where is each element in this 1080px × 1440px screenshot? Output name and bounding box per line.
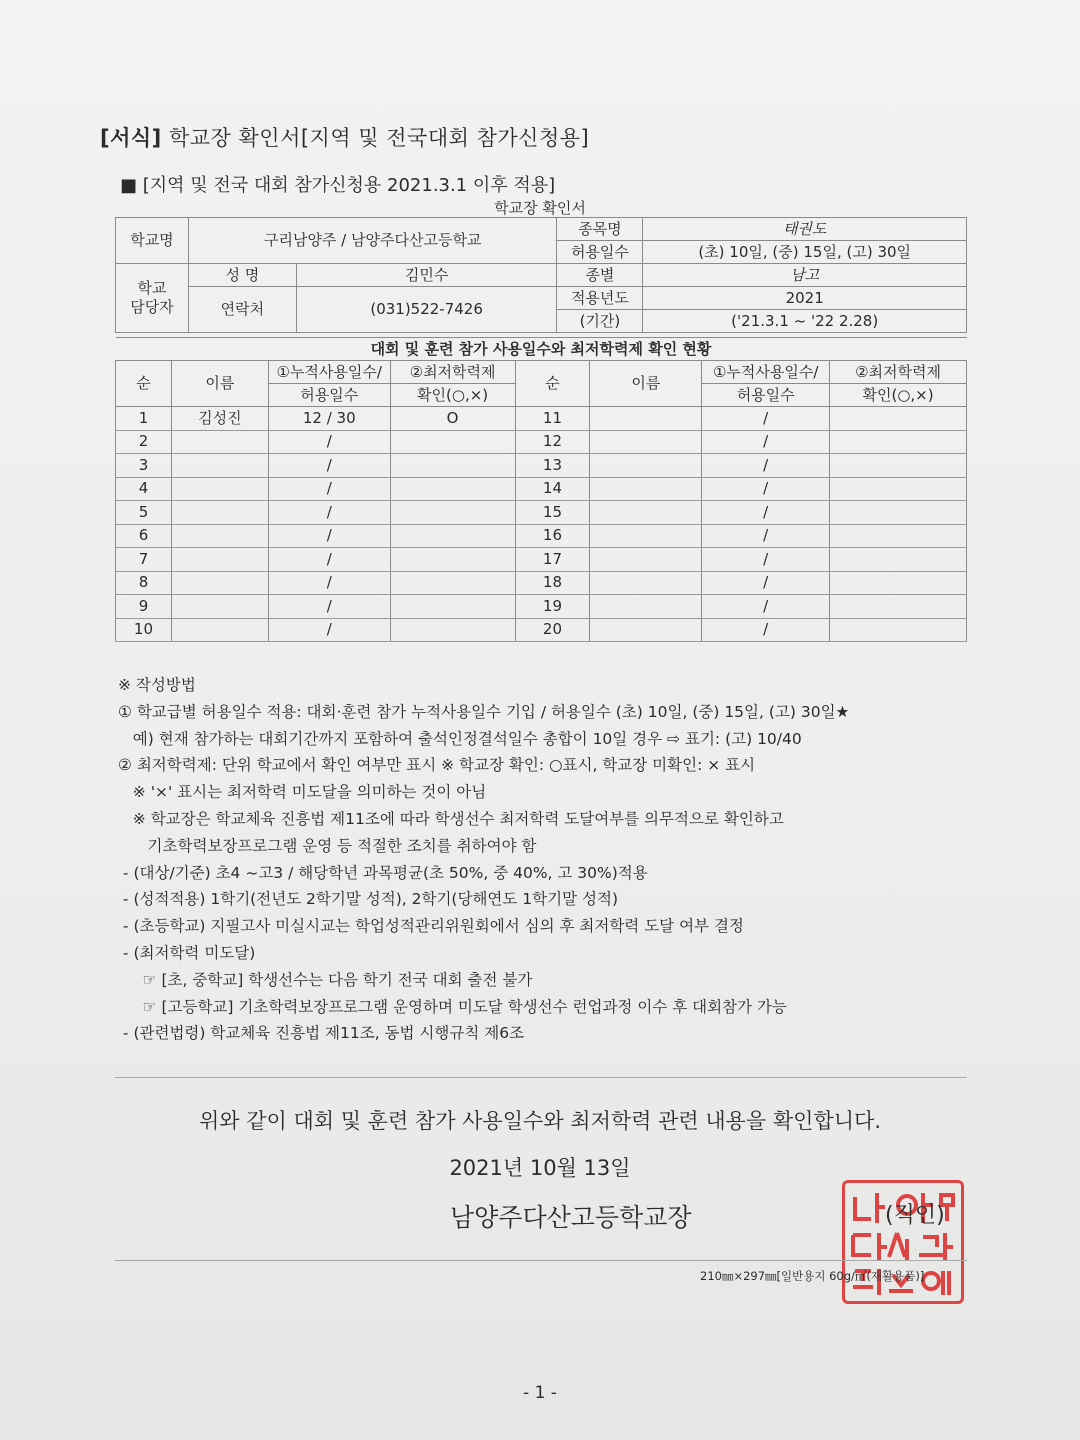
row-no: 4 xyxy=(116,477,172,501)
row-name xyxy=(590,430,702,454)
row-name xyxy=(171,571,268,595)
row-check xyxy=(830,477,967,501)
row-name xyxy=(590,501,702,525)
table-row xyxy=(116,454,967,478)
guide-line: - (초등학교) 지필고사 미실시교는 학업성적관리위원회에서 심의 후 최저학력 도달 여부 결정 xyxy=(118,917,744,936)
row-name xyxy=(171,595,268,619)
sport-value: 태권도 xyxy=(643,218,967,241)
guide-line: - (관련법령) 학교체육 진흥법 제11조, 동법 시행규칙 제6조 xyxy=(118,1024,525,1043)
row-name xyxy=(590,548,702,572)
row-check xyxy=(390,430,515,454)
row-no: 9 xyxy=(116,595,172,619)
row-check xyxy=(390,548,515,572)
row-no: 12 xyxy=(515,430,590,454)
row-check xyxy=(390,571,515,595)
table-row xyxy=(116,571,967,595)
confirm-date: 2021년 10월 13일 xyxy=(449,1156,631,1180)
table-row xyxy=(116,477,967,501)
form-caption: 학교장 확인서 xyxy=(494,199,586,217)
row-no: 7 xyxy=(116,548,172,572)
school-label: 학교명 xyxy=(116,218,189,264)
manager-label-line1: 학교 xyxy=(137,279,167,298)
row-no: 20 xyxy=(515,618,590,642)
guide-line: - (성적적용) 1학기(전년도 2학기말 성적), 2학기(당해연도 1학기말 성적) xyxy=(118,890,618,909)
row-name xyxy=(171,618,268,642)
table-row xyxy=(116,501,967,525)
col-days-2a: ①누적사용일수/ xyxy=(702,361,830,384)
sport-label: 종목명 xyxy=(557,218,643,241)
row-name xyxy=(590,524,702,548)
name-label: 성 명 xyxy=(188,264,296,287)
row-days: / xyxy=(702,501,830,525)
col-days-1: ①누적사용일수/ xyxy=(268,361,390,384)
row-days: / xyxy=(268,477,390,501)
col-min-2a: ②최저학력제 xyxy=(830,361,967,384)
row-check xyxy=(830,571,967,595)
guide-line: 예) 현재 참가하는 대회기간까지 포함하여 출석인정결석일수 총합이 10일 경우 ⇨ 표기: (고) 10/40 xyxy=(118,729,802,748)
row-name xyxy=(171,430,268,454)
name-value: 김민수 xyxy=(296,264,557,287)
table-row xyxy=(116,618,967,642)
row-check xyxy=(390,501,515,525)
row-name xyxy=(171,548,268,572)
row-days: / xyxy=(268,618,390,642)
table-row xyxy=(116,548,967,572)
row-name xyxy=(590,454,702,478)
row-days: 12 / 30 xyxy=(268,407,390,431)
col-seq: 순 xyxy=(116,361,172,407)
row-no: 19 xyxy=(515,595,590,619)
row-check xyxy=(830,454,967,478)
guide-line: - (대상/기준) 초4 ~고3 / 해당학년 과목평균(초 50%, 중 40%, 고 30%)적용 xyxy=(118,863,648,882)
row-name: 김성진 xyxy=(171,407,268,431)
table-row xyxy=(116,407,967,431)
col-min-1b: 확인(○,×) xyxy=(390,384,515,407)
guide-line: ① 학교급별 허용일수 적용: 대회·훈련 참가 누적사용일수 기입 / 허용일수 (초) 10일, (중) 15일, (고) 30일★ xyxy=(118,702,850,721)
manager-label-line2: 담당자 xyxy=(130,298,174,316)
row-no: 11 xyxy=(515,407,590,431)
seal-label: (직인) xyxy=(885,1203,945,1228)
row-days: / xyxy=(702,524,830,548)
row-days: / xyxy=(268,454,390,478)
row-check xyxy=(830,524,967,548)
row-days: / xyxy=(268,501,390,525)
info-table xyxy=(115,217,967,333)
row-no: 15 xyxy=(515,501,590,525)
row-check xyxy=(390,618,515,642)
row-no: 16 xyxy=(515,524,590,548)
form-subtitle: ■ [지역 및 전국 대회 참가신청용 2021.3.1 이후 적용] xyxy=(120,175,556,196)
col-min-2b: 확인(○,×) xyxy=(830,384,967,407)
row-days: / xyxy=(702,571,830,595)
status-title: 대회 및 훈련 참가 사용일수와 최저학력제 확인 현황 xyxy=(116,338,967,361)
row-check xyxy=(830,548,967,572)
row-name xyxy=(171,501,268,525)
row-check: O xyxy=(390,407,515,431)
principal-signature: 남양주다산고등학교장 xyxy=(450,1203,692,1232)
row-no: 1 xyxy=(116,407,172,431)
col-name: 이름 xyxy=(171,361,268,407)
form-tag: [서식] xyxy=(100,126,162,150)
manager-label xyxy=(116,264,189,333)
school-value: 구리남양주 / 남양주다산고등학교 xyxy=(188,218,557,264)
row-check xyxy=(390,477,515,501)
row-no: 2 xyxy=(116,430,172,454)
contact-label: 연락처 xyxy=(188,287,296,333)
year-label: 적용년도 xyxy=(557,287,643,310)
row-days: / xyxy=(702,595,830,619)
guide-line: ☞ [초, 중학교] 학생선수는 다음 학기 전국 대회 출전 불가 xyxy=(118,970,533,989)
col-days-2b: 허용일수 xyxy=(702,384,830,407)
row-check xyxy=(390,454,515,478)
status-table xyxy=(115,337,967,642)
row-name xyxy=(171,477,268,501)
form-title xyxy=(100,122,589,152)
row-check xyxy=(830,407,967,431)
row-no: 3 xyxy=(116,454,172,478)
writing-guide xyxy=(118,672,849,1047)
page-number: - 1 - xyxy=(523,1383,557,1403)
guide-line: ※ '×' 표시는 최저학력 미도달을 의미하는 것이 아님 xyxy=(118,783,487,802)
row-check xyxy=(390,524,515,548)
col-seq-2: 순 xyxy=(515,361,590,407)
row-days: / xyxy=(268,571,390,595)
row-no: 14 xyxy=(515,477,590,501)
row-days: / xyxy=(702,548,830,572)
year-value: 2021 xyxy=(643,287,967,310)
table-row xyxy=(116,524,967,548)
guide-line: ② 최저학력제: 단위 학교에서 확인 여부만 표시 ※ 학교장 확인: ○표시, 학교장 미확인: × 표시 xyxy=(118,756,756,775)
row-days: / xyxy=(702,454,830,478)
row-check xyxy=(830,595,967,619)
row-days: / xyxy=(268,548,390,572)
col-min-1: ②최저학력제 xyxy=(390,361,515,384)
row-name xyxy=(590,477,702,501)
row-check xyxy=(390,595,515,619)
row-no: 10 xyxy=(116,618,172,642)
col-name-2: 이름 xyxy=(590,361,702,407)
row-name xyxy=(590,595,702,619)
row-days: / xyxy=(702,477,830,501)
allowed-value: (초) 10일, (중) 15일, (고) 30일 xyxy=(643,241,967,264)
guide-line: 기초학력보장프로그램 운영 등 적절한 조치를 취하여야 함 xyxy=(118,836,537,855)
row-days: / xyxy=(268,595,390,619)
table-row xyxy=(116,595,967,619)
row-name xyxy=(590,407,702,431)
row-name xyxy=(171,524,268,548)
row-days: / xyxy=(702,407,830,431)
row-days: / xyxy=(702,618,830,642)
row-no: 6 xyxy=(116,524,172,548)
category-value: 남고 xyxy=(643,264,967,287)
row-no: 18 xyxy=(515,571,590,595)
table-row xyxy=(116,430,967,454)
guide-line: ☞ [고등학교] 기초학력보장프로그램 운영하며 미도달 학생선수 런업과정 이수 후 대회참가 가능 xyxy=(118,997,787,1016)
row-check xyxy=(830,430,967,454)
row-check xyxy=(830,618,967,642)
row-days: / xyxy=(268,524,390,548)
divider-top xyxy=(115,1077,967,1078)
category-label: 종별 xyxy=(557,264,643,287)
period-value: ('21.3.1 ~ '22 2.28) xyxy=(643,310,967,333)
contact-value: (031)522-7426 xyxy=(296,287,557,333)
row-no: 13 xyxy=(515,454,590,478)
confirm-statement: 위와 같이 대회 및 훈련 참가 사용일수와 최저학력 관련 내용을 확인합니다. xyxy=(198,1109,881,1133)
status-header xyxy=(116,361,967,384)
row-days: / xyxy=(702,430,830,454)
row-days: / xyxy=(268,430,390,454)
guide-line: ※ 학교장은 학교체육 진흥법 제11조에 따라 학생선수 최저학력 도달여부를 의무적으로 확인하고 xyxy=(118,809,784,828)
paper-spec: 210㎜×297㎜[일반용지 60g/㎡(재활용품)] xyxy=(700,1269,925,1283)
guide-line: - (최저학력 미도달) xyxy=(118,943,256,962)
row-name xyxy=(171,454,268,478)
divider-bottom xyxy=(115,1260,967,1261)
allowed-label: 허용일수 xyxy=(557,241,643,264)
guide-line: ※ 작성방법 xyxy=(118,676,196,694)
form-title-text: 학교장 확인서[지역 및 전국대회 참가신청용] xyxy=(168,126,590,150)
row-no: 17 xyxy=(515,548,590,572)
col-days-1b: 허용일수 xyxy=(268,384,390,407)
row-no: 5 xyxy=(116,501,172,525)
period-label: (기간) xyxy=(557,310,643,333)
row-check xyxy=(830,501,967,525)
row-name xyxy=(590,571,702,595)
row-name xyxy=(590,618,702,642)
row-no: 8 xyxy=(116,571,172,595)
